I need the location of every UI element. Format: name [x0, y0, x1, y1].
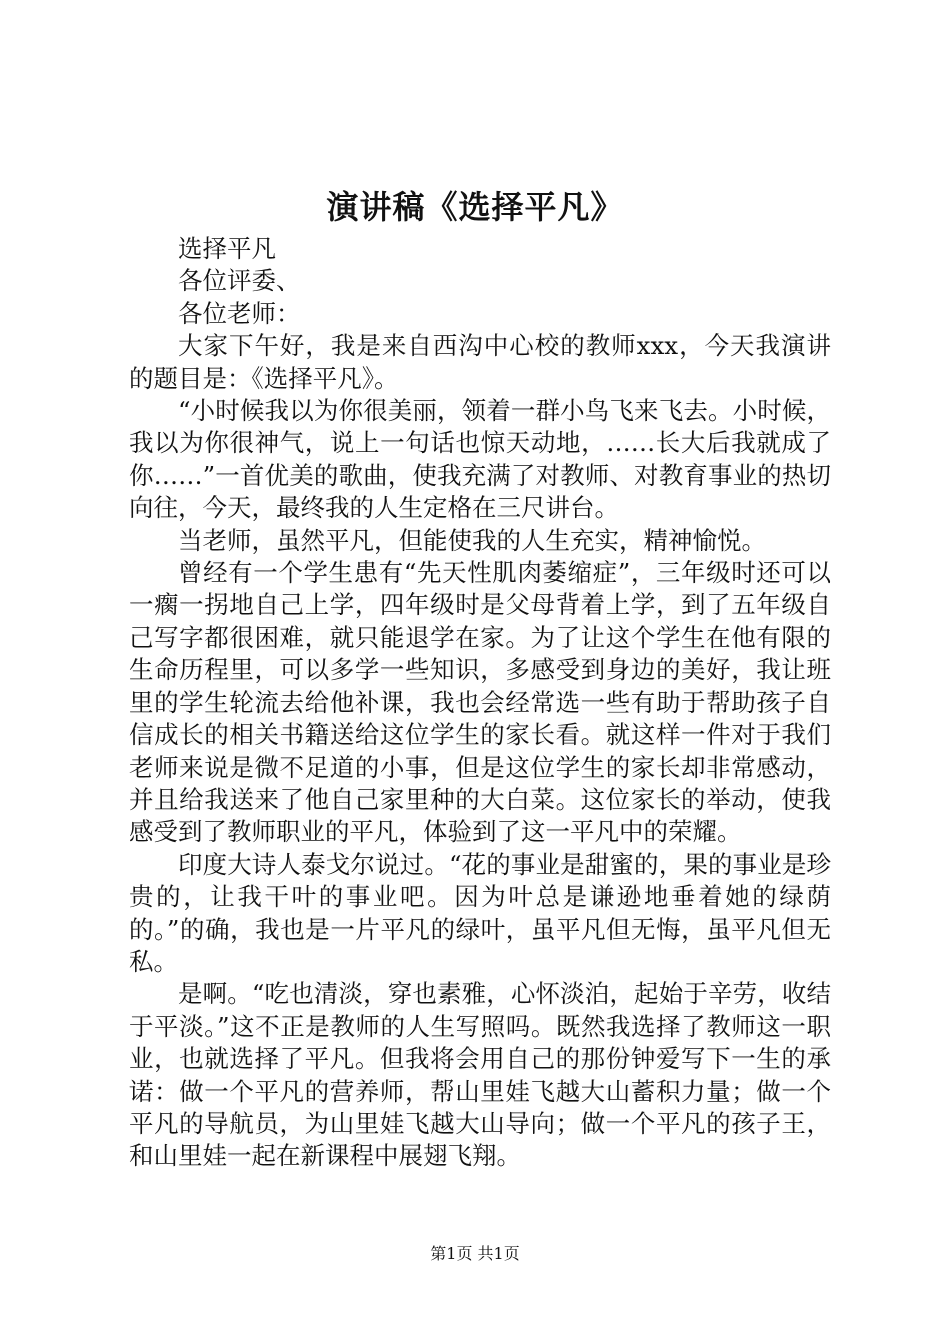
document-title: 演讲稿《选择平凡》	[326, 188, 624, 226]
paragraph-song-quote: “小时候我以为你很美丽，领着一群小鸟飞来飞去。小时候，我以为你很神气，说上一句话也惊天动地，……长大后我就成了你……”一首优美的歌曲，使我充满了对教师、对教育事业的热切向往，今天，最终我的人生定格在三尺讲台。	[129, 396, 831, 523]
paragraph-salutation-teachers: 各位老师：	[178, 298, 301, 328]
paragraph-conclusion: 是啊。“吃也清淡，穿也素雅，心怀淡泊，起始于辛劳，收结于平淡。”这不正是教师的人生写照吗。既然我选择了教师这一职业，也就选择了平凡。但我将会用自己的那份钟爱写下一生的承诺：做一个平凡的营养师，帮山里娃飞越大山蓄积力量；做一个平凡的导航员，为山里娃飞越大山导向；做一个平凡的孩子王，和山里娃一起在新课程中展翅飞翔。	[129, 979, 831, 1171]
paragraph-tagore-quote: 印度大诗人泰戈尔说过。“花的事业是甜蜜的，果的事业是珍贵的，让我干叶的事业吧。因为叶总是谦逊地垂着她的绿荫的。”的确，我也是一片平凡的绿叶，虽平凡但无悔，虽平凡但无私。	[129, 849, 831, 976]
paragraph-greeting: 大家下午好，我是来自西沟中心校的教师xxx，今天我演讲的题目是：《选择平凡》。	[129, 331, 831, 393]
page-footer: 第1页 共1页	[430, 1244, 520, 1263]
document-body	[129, 233, 831, 1173]
paragraph-salutation-judges: 各位评委、	[178, 266, 301, 296]
paragraph-student-story: 曾经有一个学生患有“先天性肌肉萎缩症”，三年级时还可以一瘸一拐地自己上学，四年级时是父母背着上学，到了五年级自己写字都很困难，就只能退学在家。为了让这个学生在他有限的生命历程里，可以多学一些知识，多感受到身边的美好，我让班里的学生轮流去给他补课，我也会经常选一些有助于帮助孩子自信成长的相关书籍送给这位学生的家长看。就这样一件对于我们老师来说是微不足道的小事，但是这位学生的家长却非常感动，并且给我送来了他自己家里种的大白菜。这位家长的举动，使我感受到了教师职业的平凡，体验到了这一平凡中的荣耀。	[129, 558, 831, 847]
paragraph-heading: 选择平凡	[178, 234, 276, 263]
paragraph-teacher-life: 当老师，虽然平凡，但能使我的人生充实，精神愉悦。	[178, 525, 766, 555]
